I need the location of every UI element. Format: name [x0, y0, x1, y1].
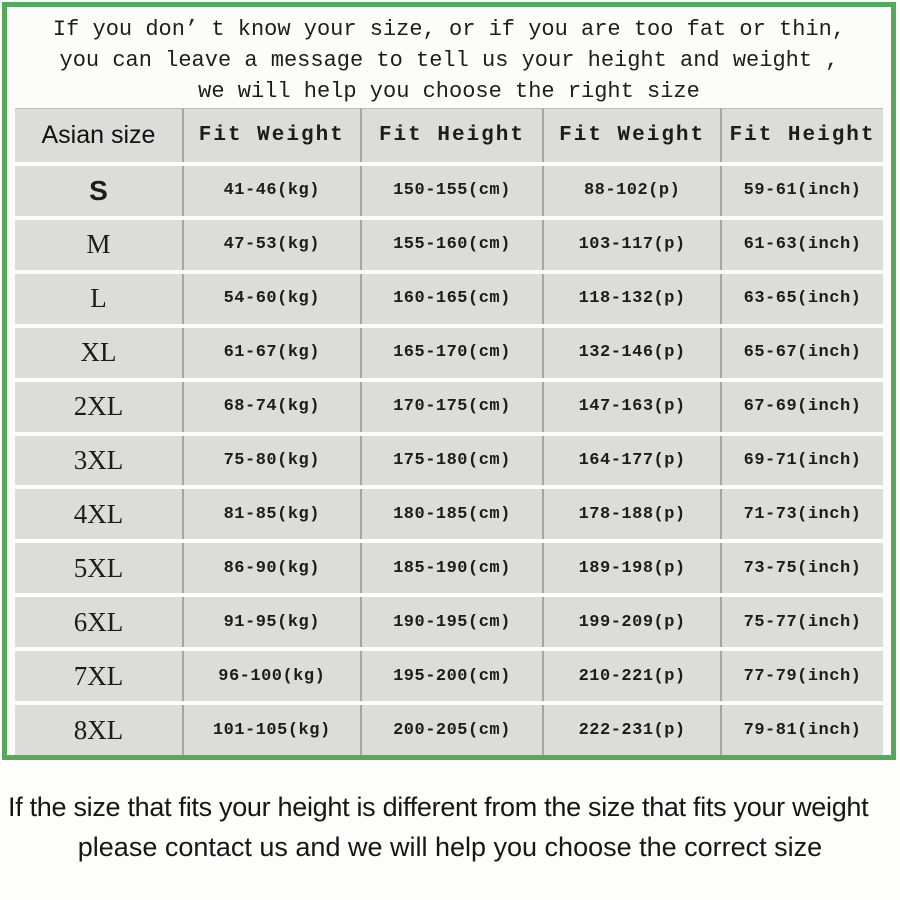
- size-table: [15, 108, 883, 755]
- height-cm-cell: 165-170(cm): [360, 328, 543, 378]
- weight-p-cell: 222-231(p): [542, 705, 720, 755]
- height-cm-cell: 170-175(cm): [360, 382, 543, 432]
- height-cm-cell: 175-180(cm): [360, 436, 543, 486]
- weight-kg-cell: 101-105(kg): [182, 705, 360, 755]
- column-header-asian-size: Asian size: [15, 108, 182, 162]
- size-cell: L: [15, 274, 182, 324]
- size-cell: 6XL: [15, 597, 182, 647]
- weight-kg-cell: 41-46(kg): [182, 166, 360, 216]
- size-cell: 5XL: [15, 543, 182, 593]
- height-cm-cell: 180-185(cm): [360, 489, 543, 539]
- weight-kg-cell: 81-85(kg): [182, 489, 360, 539]
- height-cm-cell: 155-160(cm): [360, 220, 543, 270]
- column-header-fit-height-cm: Fit Height: [360, 108, 543, 162]
- bottom-notice-line-2: please contact us and we will help you choose the correct size: [77, 832, 823, 862]
- size-cell: 8XL: [15, 705, 182, 755]
- height-inch-cell: 59-61(inch): [720, 166, 883, 216]
- height-inch-cell: 73-75(inch): [720, 543, 883, 593]
- weight-kg-cell: 96-100(kg): [182, 651, 360, 701]
- weight-kg-cell: 75-80(kg): [182, 436, 360, 486]
- height-inch-cell: 71-73(inch): [720, 489, 883, 539]
- height-inch-cell: 61-63(inch): [720, 220, 883, 270]
- weight-p-cell: 210-221(p): [542, 651, 720, 701]
- weight-kg-cell: 86-90(kg): [182, 543, 360, 593]
- size-cell: 4XL: [15, 489, 182, 539]
- height-inch-cell: 69-71(inch): [720, 436, 883, 486]
- weight-p-cell: 147-163(p): [542, 382, 720, 432]
- weight-p-cell: 88-102(p): [542, 166, 720, 216]
- size-cell: XL: [15, 328, 182, 378]
- column-header-fit-weight-kg: Fit Weight: [182, 108, 360, 162]
- height-inch-cell: 75-77(inch): [720, 597, 883, 647]
- height-inch-cell: 65-67(inch): [720, 328, 883, 378]
- height-cm-cell: 160-165(cm): [360, 274, 543, 324]
- bottom-notice: [0, 792, 900, 863]
- size-cell: S: [15, 166, 182, 216]
- bottom-notice-line-1: If the size that fits your height is different from the size that fits your weight: [8, 792, 869, 822]
- weight-p-cell: 132-146(p): [542, 328, 720, 378]
- weight-p-cell: 118-132(p): [542, 274, 720, 324]
- weight-kg-cell: 47-53(kg): [182, 220, 360, 270]
- top-notice-line-2: you can leave a message to tell us your height and weight ,: [59, 48, 839, 73]
- height-cm-cell: 195-200(cm): [360, 651, 543, 701]
- top-notice-line-3: we will help you choose the right size: [198, 79, 700, 104]
- height-cm-cell: 200-205(cm): [360, 705, 543, 755]
- size-cell: 7XL: [15, 651, 182, 701]
- weight-p-cell: 199-209(p): [542, 597, 720, 647]
- weight-p-cell: 189-198(p): [542, 543, 720, 593]
- size-cell: M: [15, 220, 182, 270]
- height-inch-cell: 63-65(inch): [720, 274, 883, 324]
- size-cell: 2XL: [15, 382, 182, 432]
- weight-kg-cell: 91-95(kg): [182, 597, 360, 647]
- height-cm-cell: 185-190(cm): [360, 543, 543, 593]
- height-cm-cell: 190-195(cm): [360, 597, 543, 647]
- size-chart-panel: [2, 2, 896, 760]
- weight-kg-cell: 54-60(kg): [182, 274, 360, 324]
- weight-p-cell: 178-188(p): [542, 489, 720, 539]
- height-inch-cell: 77-79(inch): [720, 651, 883, 701]
- top-notice: [7, 7, 891, 107]
- top-notice-line-1: If you don’ t know your size, or if you are too fat or thin,: [52, 17, 846, 42]
- weight-p-cell: 164-177(p): [542, 436, 720, 486]
- height-inch-cell: 67-69(inch): [720, 382, 883, 432]
- column-header-fit-height-inch: Fit Height: [720, 108, 883, 162]
- weight-kg-cell: 68-74(kg): [182, 382, 360, 432]
- weight-kg-cell: 61-67(kg): [182, 328, 360, 378]
- height-cm-cell: 150-155(cm): [360, 166, 543, 216]
- size-cell: 3XL: [15, 436, 182, 486]
- height-inch-cell: 79-81(inch): [720, 705, 883, 755]
- weight-p-cell: 103-117(p): [542, 220, 720, 270]
- column-header-fit-weight-p: Fit Weight: [542, 108, 720, 162]
